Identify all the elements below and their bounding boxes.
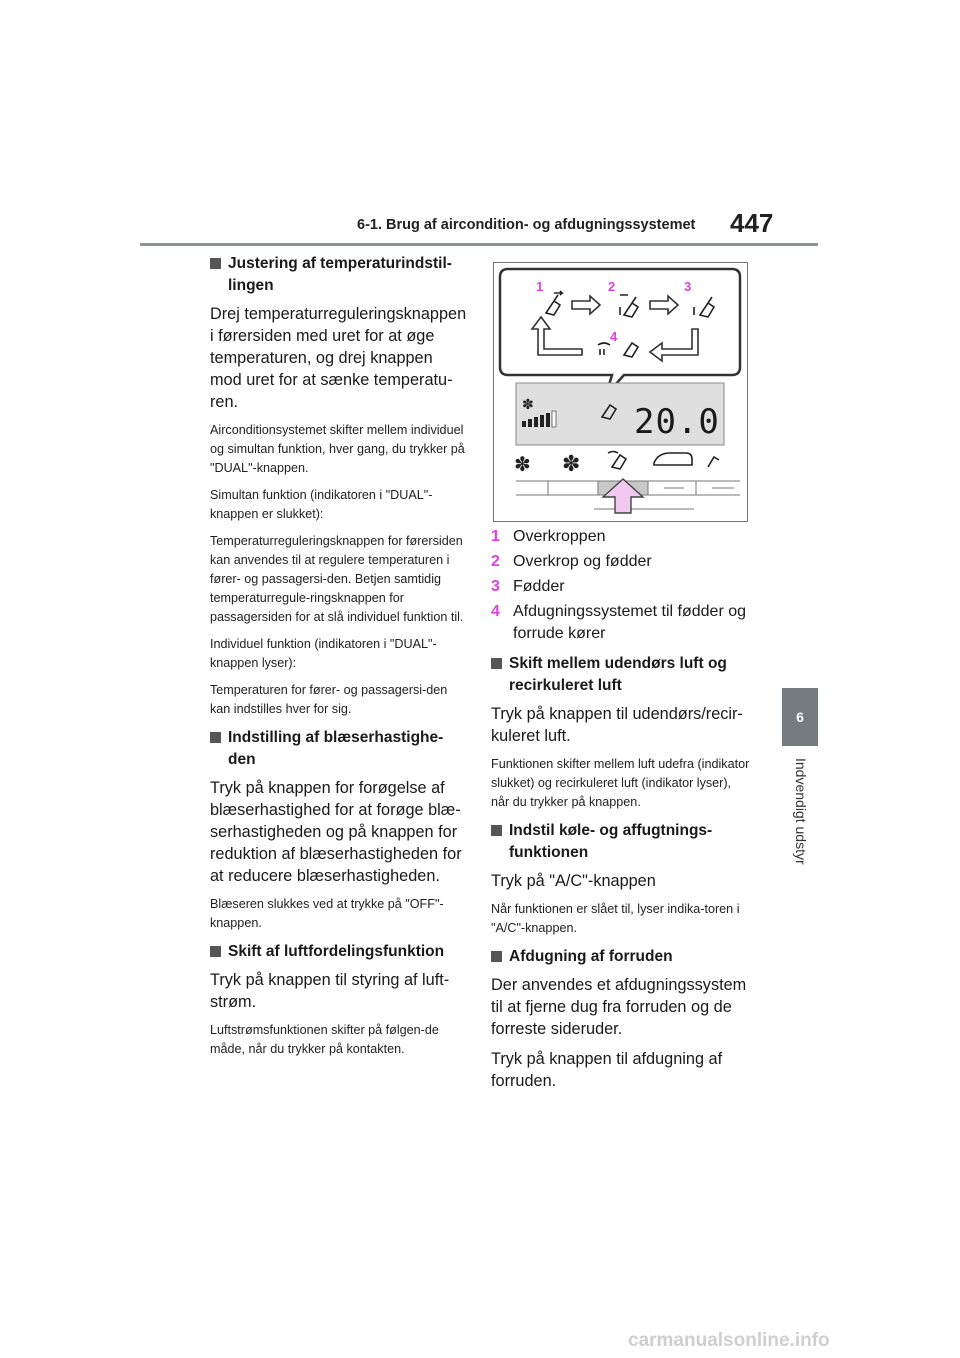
item-number: 4 <box>491 603 500 620</box>
left-column <box>210 253 468 1067</box>
chapter-tab[interactable]: 6 <box>782 688 818 746</box>
heading-text: Indstilling af blæserhastighe-den <box>228 729 444 768</box>
note-driver-knob: Temperaturreguleringsknappen for førersiden kan anvendes til at regulere temperaturen i fører- og passagersi-den. Betjen samtidig temperaturregule-ringsknappen for passagersiden for at slå individuel funktion til. <box>210 534 464 624</box>
mode-button-icon[interactable] <box>608 452 626 470</box>
bullet-square-icon <box>491 825 502 836</box>
fan-icon: ✽ <box>522 397 534 413</box>
bullet-square-icon <box>491 658 502 669</box>
list-item <box>491 526 751 548</box>
note-individual: Individuel funktion (indikatoren i "DUAL"-knappen lyser): <box>210 637 437 670</box>
fan-up-icon[interactable]: ✽ <box>562 452 581 477</box>
heading-text: Indstil køle- og affugtnings-funktionen <box>509 822 713 861</box>
temperature-readout: 20.0 <box>634 402 720 442</box>
note-recirculation: Funktionen skifter mellem luft udefra (indikator slukket) og recirkuleret luft (indikator lyser), når du trykker på knappen. <box>491 757 750 809</box>
item-text: Fødder <box>513 578 565 595</box>
note-separate: Temperaturen for fører- og passagersi-den kan indstilles hver for sig. <box>210 683 448 716</box>
heading-fan-speed <box>210 727 468 771</box>
heading-text: Skift af luftfordelingsfunktion <box>228 943 445 960</box>
section-title: 6-1. Brug af aircondition- og afdugningssystemet <box>357 217 696 233</box>
body-ac: Tryk på "A/C"-knappen <box>491 872 656 890</box>
chapter-label <box>782 758 818 888</box>
figure-svg <box>494 263 747 521</box>
chapter-label-text: Indvendigt udstyr <box>793 758 809 865</box>
body-temperature: Drej temperaturreguleringsknappen i førersiden med uret for at øge temperaturen, og drej knappen mod uret for at sænke temperatu-ren. <box>210 305 467 411</box>
heading-text: Justering af temperaturindstil-lingen <box>228 255 452 294</box>
climate-panel-figure <box>493 262 748 522</box>
heading-recirculation <box>491 653 751 697</box>
item-number: 1 <box>491 528 500 545</box>
item-text: Overkrop og fødder <box>513 553 652 570</box>
bullet-square-icon <box>210 258 221 269</box>
body-recirculation: Tryk på knappen til udendørs/recir-kuleret luft. <box>491 705 743 745</box>
body-defog-1: Der anvendes et afdugningssystem til at fjerne dug fra forruden og de forreste sideruder. <box>491 976 747 1038</box>
heading-text: Afdugning af forruden <box>509 948 673 965</box>
fan-down-icon[interactable]: ✽ <box>514 452 531 476</box>
list-item <box>491 551 751 573</box>
mode-label-1: 1 <box>536 279 544 294</box>
mode-label-3: 3 <box>684 279 692 294</box>
body-fan-speed: Tryk på knappen for forøgelse af blæserhastighed for at forøge blæ-serhastigheden og på knappen for reduktion af blæserhastigheden for at reducere blæserhastigheden. <box>210 779 462 885</box>
header-rule <box>140 243 818 246</box>
item-text: Afdugningssystemet til fødder og forrude kører <box>513 603 747 642</box>
bullet-square-icon <box>210 732 221 743</box>
heading-airflow <box>210 941 468 963</box>
note-dual: Airconditionsystemet skifter mellem individuel og simultan funktion, hver gang, du trykker på "DUAL"-knappen. <box>210 423 465 475</box>
right-column <box>491 526 751 1100</box>
item-number: 2 <box>491 553 500 570</box>
recirculation-icon[interactable] <box>654 453 692 465</box>
note-fan-off: Blæseren slukkes ved at trykke på "OFF"-knappen. <box>210 897 444 930</box>
list-item <box>491 576 751 598</box>
bullet-square-icon <box>491 951 502 962</box>
note-ac: Når funktionen er slået til, lyser indika-toren i "A/C"-knappen. <box>491 902 740 935</box>
item-text: Overkroppen <box>513 528 606 545</box>
body-defog-2: Tryk på knappen til afdugning af forruden. <box>491 1050 723 1090</box>
heading-text: Skift mellem udendørs luft og recirkuleret luft <box>509 655 727 694</box>
heading-ac <box>491 820 751 864</box>
seat-icon[interactable] <box>708 457 719 467</box>
mode-list <box>491 526 751 645</box>
button-row <box>514 452 719 478</box>
note-airflow: Luftstrømsfunktionen skifter på følgen-de måde, når du trykker på kontakten. <box>210 1023 439 1056</box>
heading-temperature <box>210 253 468 297</box>
note-simultaneous: Simultan funktion (indikatoren i "DUAL"-knappen er slukket): <box>210 488 433 521</box>
page-number: 447 <box>730 208 774 238</box>
heading-defog <box>491 946 751 968</box>
body-airflow: Tryk på knappen til styring af luft-strøm. <box>210 971 450 1011</box>
watermark: carmanualsonline.info <box>628 1330 830 1351</box>
mode-label-4: 4 <box>610 329 618 344</box>
list-item <box>491 601 751 645</box>
mode-label-2: 2 <box>608 279 616 294</box>
item-number: 3 <box>491 578 500 595</box>
bullet-square-icon <box>210 946 221 957</box>
